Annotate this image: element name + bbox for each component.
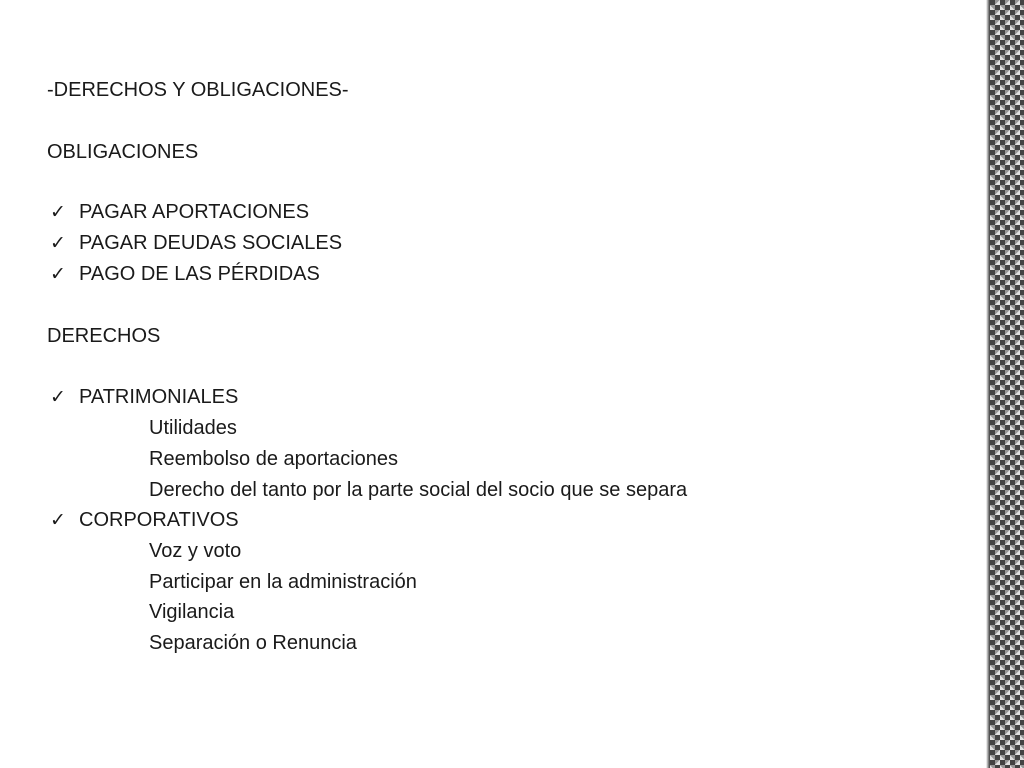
obligaciones-item: PAGO DE LAS PÉRDIDAS [79,263,320,285]
decorative-side-pattern [990,0,1024,768]
checkmark-icon: ✓ [50,509,66,531]
derechos-group-label: CORPORATIVOS [79,509,239,531]
derechos-heading: DERECHOS [47,325,161,347]
derechos-subitem: Separación o Renuncia [149,632,357,654]
checkmark-icon: ✓ [50,263,66,285]
checkmark-icon: ✓ [50,232,66,254]
obligaciones-heading: OBLIGACIONES [47,141,199,163]
derechos-subitem: Utilidades [149,417,237,439]
page-title: -DERECHOS Y OBLIGACIONES- [47,79,349,101]
derechos-subitem: Vigilancia [149,601,235,623]
derechos-subitem: Voz y voto [149,540,242,562]
derechos-subitem: Reembolso de aportaciones [149,448,399,470]
derechos-subitem: Participar en la administración [149,571,417,593]
obligaciones-item: PAGAR DEUDAS SOCIALES [79,232,343,254]
checkmark-icon: ✓ [50,386,66,408]
derechos-subitem: Derecho del tanto por la parte social del socio que se separa [149,479,688,501]
checkmark-icon: ✓ [50,201,66,223]
obligaciones-item: PAGAR APORTACIONES [79,201,310,223]
derechos-group-label: PATRIMONIALES [79,386,239,408]
